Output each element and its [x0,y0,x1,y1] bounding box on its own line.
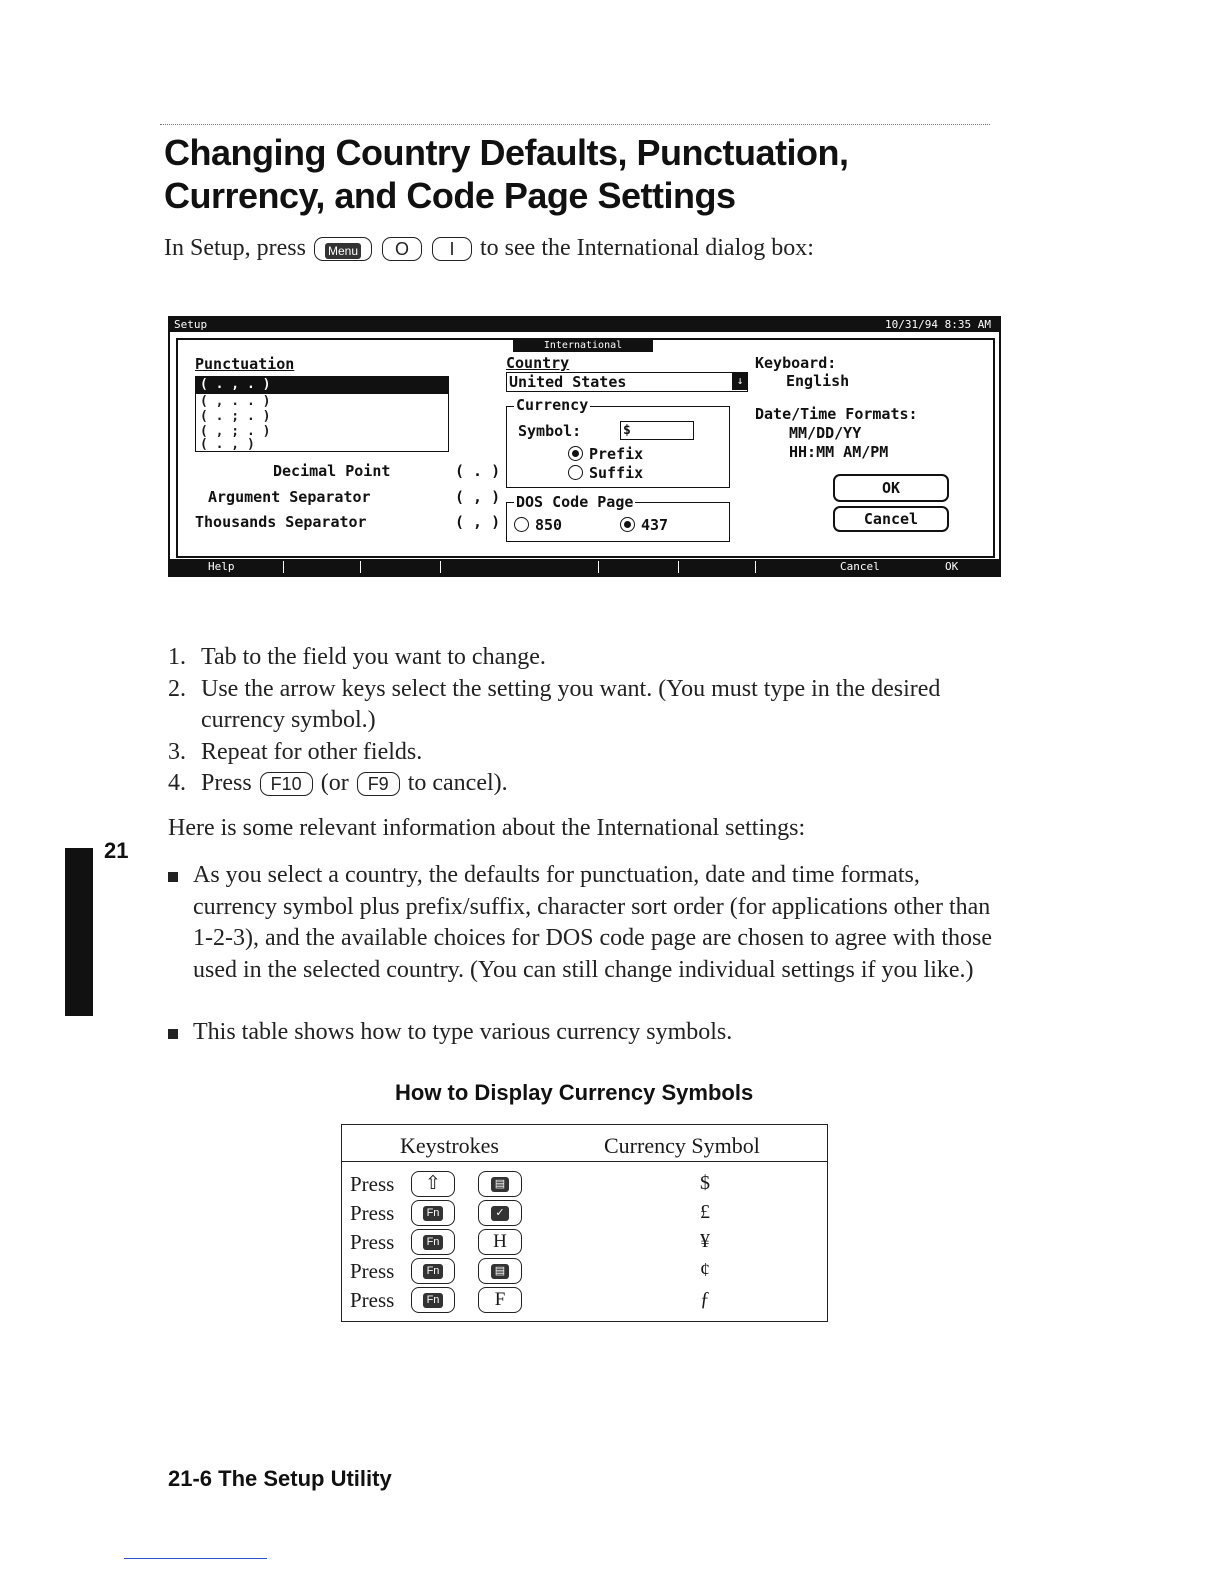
f9-key: F9 [357,772,400,796]
suffix-radio-icon[interactable] [568,465,583,480]
clock: 10/31/94 8:35 AM [885,318,991,331]
code-page-850-label: 850 [535,516,563,534]
step-text: (or [320,770,349,796]
step-number: 1. [168,644,186,670]
key-cap-label: ▤ [491,1177,509,1192]
i-key: I [432,237,472,261]
code-page-437-radio-icon[interactable] [620,517,635,532]
decimal-point-value[interactable]: ( . ) [455,462,501,480]
date-format-value[interactable]: MM/DD/YY [789,424,862,442]
keyboard-label: Keyboard: [755,354,837,372]
bullet-item [168,1017,998,1049]
bullet-square-icon [168,872,178,882]
punctuation-option[interactable]: ( , . . ) [200,394,271,409]
table-row [350,1170,820,1199]
code-page-437-label: 437 [641,516,669,534]
bullet-text: This table shows how to type various currency symbols. [193,1019,733,1045]
code-page-850-radio-icon[interactable] [514,517,529,532]
setup-screen [168,316,1001,577]
date-time-label: Date/Time Formats: [755,405,918,423]
step-text: Tab to the field you want to change. [201,644,546,670]
cancel-button[interactable]: Cancel [833,506,949,532]
punctuation-option[interactable]: ( . , . ) [200,377,271,392]
currency-symbol: $ [700,1172,710,1194]
key-cap-label: ▤ [491,1264,509,1279]
press-label: Press [350,1172,395,1196]
code-page-437-option[interactable] [620,516,668,534]
step-item [168,674,1011,737]
key-cap [478,1258,522,1284]
page-footer: 21-6 The Setup Utility [168,1466,392,1491]
menu-key-label: Menu [325,243,361,259]
status-cancel[interactable]: Cancel [840,560,880,573]
step-text: Press [201,770,252,796]
shift-key: ⇧ [411,1171,455,1197]
fkey-divider [283,561,284,573]
key-cap: H [478,1229,522,1255]
punctuation-label: Punctuation [195,355,295,373]
code-page-group-label: DOS Code Page [516,493,634,511]
fn-key-label: Fn [423,1264,444,1279]
suffix-option[interactable] [568,464,643,482]
bullet-text: As you select a country, the defaults for punctuation, date and time formats, currency symbol plus prefix/suffix, character sort order (for applications other than 1-2-3), and the available choices for DOS code page are chosen to agree with those used in the selected country. (You can still change individual settings if you like.) [193,862,993,983]
info-intro: Here is some relevant information about the International settings: [168,815,806,841]
page-title [164,131,1064,217]
fkey-divider [678,561,679,573]
fn-key [411,1229,455,1255]
table-row [350,1199,820,1228]
fkey-divider [360,561,361,573]
currency-group-label: Currency [516,396,589,414]
prefix-radio-icon[interactable] [568,446,583,461]
screen-title-bar [170,318,999,332]
bullet-item [168,860,998,986]
table-header [342,1125,827,1162]
fn-key [411,1200,455,1226]
steps-list [168,642,1068,800]
fn-key-label: Fn [423,1293,444,1308]
press-label: Press [350,1201,395,1225]
step-number: 3. [168,738,186,765]
footer-rule [124,1558,267,1559]
punctuation-list[interactable] [195,376,449,452]
suffix-label: Suffix [589,464,644,482]
currency-symbol: ¢ [700,1259,710,1281]
currency-symbol: £ [700,1201,710,1223]
step-item [168,768,1068,800]
symbol-label: Symbol: [518,422,582,440]
ok-button[interactable]: OK [833,474,949,502]
press-label: Press [350,1288,395,1312]
function-key-bar [170,559,999,575]
status-help[interactable]: Help [208,560,235,573]
chapter-tab-marker [65,848,93,1016]
step-text: Repeat for other fields. [201,738,423,765]
argument-separator-value[interactable]: ( , ) [455,488,501,506]
intro-sentence [164,232,814,264]
table-row [350,1257,820,1286]
header-keystrokes: Keystrokes [400,1133,499,1158]
step-text: Use the arrow keys select the setting you want. (You must type in the desired currency symbol.) [201,675,941,733]
fkey-divider [440,561,441,573]
chapter-number: 21 [104,838,129,863]
table-row [350,1228,820,1257]
step-text: to cancel). [407,770,508,796]
fn-key [411,1258,455,1284]
step-item [168,737,1068,769]
currency-table [341,1124,828,1322]
dialog-title: International [513,340,653,352]
punctuation-option[interactable]: ( , ; . ) [200,424,271,439]
fn-key-label: Fn [423,1206,444,1221]
o-key: O [382,237,422,261]
punctuation-option[interactable]: ( . , ) [200,437,255,452]
thousands-separator-value[interactable]: ( , ) [455,513,501,531]
currency-symbol: ƒ [700,1288,710,1310]
fkey-divider [755,561,756,573]
time-format-value[interactable]: HH:MM AM/PM [789,443,889,461]
step-number: 4. [168,770,186,796]
key-cap [478,1171,522,1197]
key-cap-label: ✓ [491,1206,508,1221]
header-currency-symbol: Currency Symbol [604,1133,760,1158]
intro-prefix: In Setup, press [164,235,306,261]
keyboard-value[interactable]: English [786,372,850,390]
title-line-1: Changing Country Defaults, Punctuation, [164,132,849,173]
international-dialog [176,338,995,558]
press-label: Press [350,1230,395,1254]
decimal-point-label: Decimal Point [273,462,391,480]
table-title: How to Display Currency Symbols [395,1080,754,1105]
fn-key-label: Fn [423,1235,444,1250]
intro-suffix: to see the International dialog box: [480,235,814,261]
fkey-divider [598,561,599,573]
title-line-2: Currency, and Code Page Settings [164,175,736,216]
press-label: Press [350,1259,395,1283]
app-title: Setup [174,318,208,331]
menu-key [314,237,372,261]
step-number: 2. [168,675,186,702]
code-page-850-option[interactable] [514,516,562,534]
country-value: United States [509,373,627,391]
fn-key [411,1287,455,1313]
top-rule [160,124,990,125]
dropdown-arrow-icon[interactable]: ↓ [732,372,748,390]
table-row [350,1286,820,1315]
argument-separator-label: Argument Separator [208,488,371,506]
thousands-separator-label: Thousands Separator [195,513,367,531]
bullet-square-icon [168,1029,178,1039]
symbol-input[interactable]: $ [620,421,694,440]
step-item [168,642,1068,674]
country-label: Country [506,354,570,372]
prefix-label: Prefix [589,445,644,463]
prefix-option[interactable] [568,445,643,463]
status-ok[interactable]: OK [945,560,959,573]
f10-key: F10 [260,772,313,796]
key-cap [478,1200,522,1226]
currency-symbol: ¥ [700,1230,710,1252]
punctuation-option[interactable]: ( . ; . ) [200,409,271,424]
country-dropdown[interactable] [506,372,748,392]
key-cap: F [478,1287,522,1313]
